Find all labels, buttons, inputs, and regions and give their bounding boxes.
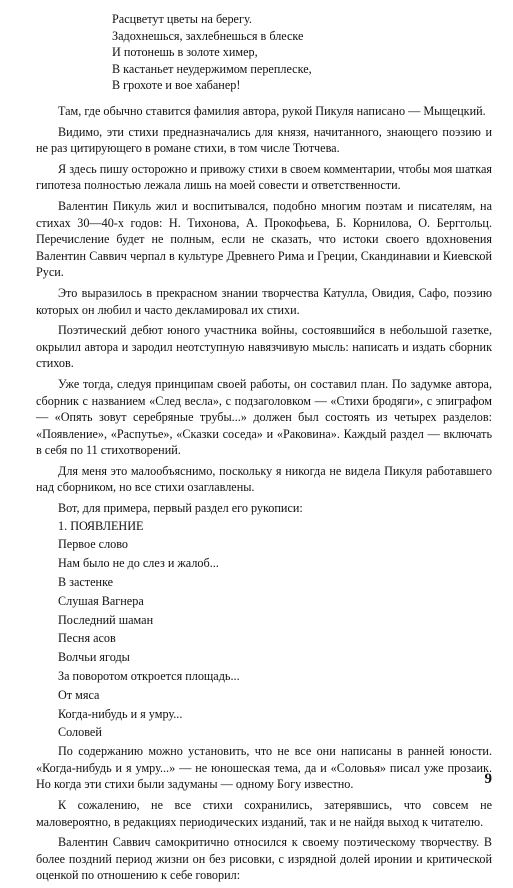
list-item: В застенке: [58, 575, 114, 590]
paragraph: Видимо, эти стихи предназначались для князя, начитанного, знающего поэзию и не раз цитирующего в романе стихи, в том числе Тютчева.: [36, 124, 492, 156]
list-item: Песня асов: [58, 631, 116, 646]
paragraph: Это выразилось в прекрасном знании творчества Катулла, Овидия, Сафо, поэзию которых он любил и часто декламировал их стихи.: [36, 285, 492, 317]
poem-line: Расцветут цветы на берегу.: [112, 12, 252, 26]
paragraph: По содержанию можно установить, что не все они написаны в ранней юности. «Когда-нибудь и я умру...» — не юношеская тема, да и «Соловья» писал уже прозаик. Но когда эти стихи были задуманы — одному Богу известно.: [36, 744, 492, 792]
poem-line: Задохнешься, захлебнешься в блеске: [112, 28, 304, 43]
list-item: За поворотом откроется площадь...: [58, 669, 240, 684]
manuscript-section-list: [36, 517, 492, 743]
list-item: От мяса: [58, 687, 100, 702]
poem-excerpt: [112, 11, 442, 94]
paragraph: Валентин Саввич самокритично относился к своему поэтическому творчеству. В более поздний период жизни он без рисовки, с изрядной долей иронии и критической оценкой по отношению к себе говорил:: [36, 835, 492, 883]
list-item: Слушая Вагнера: [58, 593, 144, 608]
paragraph: Я здесь пишу осторожно и привожу стихи в своем комментарии, чтобы моя шаткая гипотеза полностью лежала лишь на моей совести и ответственности.: [36, 161, 492, 193]
paragraph: Вот, для примера, первый раздел его рукописи:: [58, 501, 303, 516]
paragraph: Поэтический дебют юного участника войны, состоявшийся в небольшой газетке, окрылил автора и зародил неотступную навязчивую мысль: написать и издать сборник стихов.: [36, 323, 492, 371]
poem-line: И потонешь в золоте химер,: [112, 45, 258, 60]
paragraph: К сожалению, не все стихи сохранились, затерявшись, что совсем не маловероятно, в редакциях периодических изданий, так и не найдя выход к читателю.: [36, 798, 492, 829]
paragraph: Валентин Пикуль жил и воспитывался, подобно многим поэтам и писателям, на стихах 30—40-х годов: Н. Тихонова, А. Прокофьева, Б. Корнилова, О. Берггольц. Перечисление будет не полным, если не сказать, что истоки своего вдохновения Валентин Саввич черпал в культуре Древнего Рима и Греции, Скандинавии и Киевской Руси.: [36, 198, 492, 280]
list-item: Последний шаман: [58, 612, 154, 627]
page-number: 9: [484, 771, 492, 787]
poem-line: В грохоте и вое хабанер!: [112, 78, 241, 93]
list-item: Нам было не до слез и жалоб...: [58, 556, 219, 571]
poem-line: В кастаньет неудержимом переплеске,: [112, 61, 312, 76]
list-item: Когда-нибудь и я умру...: [58, 706, 183, 721]
body-text: [36, 103, 492, 888]
list-item: Волчьи ягоды: [58, 650, 130, 665]
paragraph: Для меня это малообъяснимо, поскольку я никогда не видела Пикуля работавшего над сборником, но все стихи озаглавлены.: [36, 463, 492, 495]
list-item: Первое слово: [58, 537, 129, 552]
section-heading: 1. ПОЯВЛЕНИЕ: [58, 518, 144, 533]
list-item: Соловей: [58, 725, 102, 740]
paragraph: Там, где обычно ставится фамилия автора, рукой Пикуля написано — Мыщецкий.: [58, 104, 486, 118]
paragraph: Уже тогда, следуя принципам своей работы, он составил план. По задумке автора, сборник с названием «След весла», с подзаголовком — «Стихи бродяги», с эпиграфом — «Опять зовут серебряные трубы...» должен был состоять из четырех разделов: «Появление», «Распутье», «Сказки соседа» и «Раковина». Каждый раздел — включать в себя по 11 стихотворений.: [36, 376, 492, 458]
